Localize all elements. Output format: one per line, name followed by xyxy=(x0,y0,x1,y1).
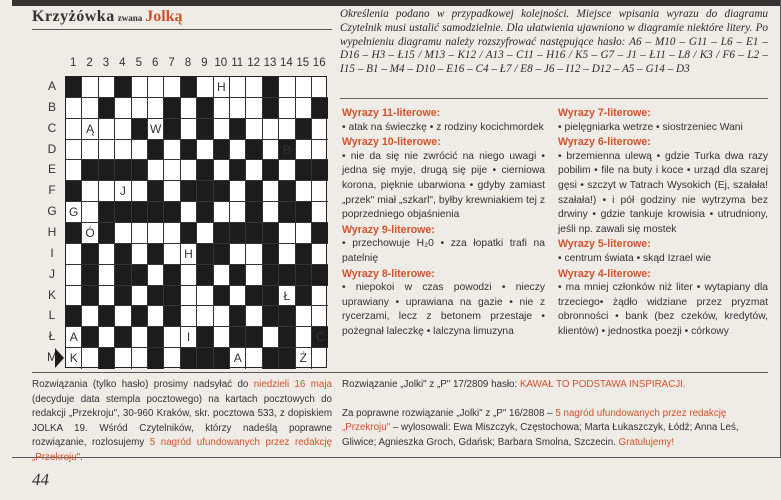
grid-cell-F13[interactable] xyxy=(263,181,279,202)
grid-cell-Ł5[interactable] xyxy=(132,327,148,348)
winners-list: – wylosowali: Ewa Miszczyk, Częstochowa; Marta Łukaszczyk, Łódź; Anna Leś, Gliwice; Agnieszka Groch, Gdańsk; Barbara Smolna, Szczecin. xyxy=(342,422,739,448)
grid-cell-D9[interactable] xyxy=(197,140,213,161)
prize-text: 5 nagród ufundowanych przez redakcję „Przekroju" xyxy=(32,437,332,463)
deadline-date: niedzieli 16 maja xyxy=(253,379,332,390)
grid-cell-D1[interactable] xyxy=(66,140,82,161)
grid-cell-L2[interactable] xyxy=(82,306,98,327)
grid-cell-G3 xyxy=(99,202,115,223)
grid-cell-M2[interactable] xyxy=(82,348,98,369)
grid-cell-I8[interactable]: H xyxy=(181,244,197,265)
grid-cell-I10 xyxy=(214,244,230,265)
grid-cell-J3[interactable] xyxy=(99,265,115,286)
grid-cell-K8[interactable] xyxy=(181,286,197,307)
grid-cell-M10 xyxy=(214,348,230,369)
grid-cell-L6[interactable] xyxy=(148,306,164,327)
submission-text-3: . xyxy=(80,451,83,463)
grid-cell-H13 xyxy=(263,223,279,244)
grid-cell-E12[interactable] xyxy=(246,160,262,181)
grid-cell-F11[interactable] xyxy=(230,181,246,202)
grid-cell-H3 xyxy=(99,223,115,244)
grid-cell-A14[interactable] xyxy=(279,77,295,98)
congratulations: Gratulujemy! xyxy=(618,436,675,448)
grid-cell-L1 xyxy=(66,306,82,327)
grid-cell-J4 xyxy=(115,265,131,286)
title-accent: Jolką xyxy=(145,8,183,25)
grid-cell-J9 xyxy=(197,265,213,286)
grid-cell-F3[interactable] xyxy=(99,181,115,202)
column-number: 14 xyxy=(279,57,293,69)
grid-cell-B1[interactable] xyxy=(66,98,82,119)
grid-cell-I2 xyxy=(82,244,98,265)
grid-cell-B8[interactable] xyxy=(181,98,197,119)
grid-cell-D6 xyxy=(148,140,164,161)
grid-cell-M4[interactable] xyxy=(115,348,131,369)
grid-cell-B5[interactable] xyxy=(132,98,148,119)
grid-cell-I13 xyxy=(263,244,279,265)
clues-column-left xyxy=(342,106,545,340)
grid-cell-H5[interactable] xyxy=(132,223,148,244)
grid-cell-L15[interactable] xyxy=(296,306,312,327)
grid-cell-G14 xyxy=(279,202,295,223)
grid-cell-M8 xyxy=(181,348,197,369)
grid-cell-G9 xyxy=(197,202,213,223)
grid-cell-B7 xyxy=(164,98,180,119)
clue-text: • nie da się nie zwrócić na niego uwagi • jedna się myje, drugą się pije • cierniowa korona, pięknie ubarwiona • gdyby zamiast „przek" miał „szkarl", byłby krewniakiem tej z poprzedniego objaśnienia xyxy=(342,150,545,221)
grid-cell-J7 xyxy=(164,265,180,286)
grid-cell-H8 xyxy=(181,223,197,244)
grid-cell-H10 xyxy=(214,223,230,244)
grid-cell-E14[interactable] xyxy=(279,160,295,181)
grid-cell-L16[interactable] xyxy=(312,306,328,327)
grid-cell-I4 xyxy=(115,244,131,265)
column-number: 7 xyxy=(168,57,175,69)
grid-cell-F2[interactable] xyxy=(82,181,98,202)
grid-cell-C6[interactable]: W xyxy=(148,119,164,140)
grid-cell-B2[interactable] xyxy=(82,98,98,119)
grid-cell-D15[interactable] xyxy=(296,140,312,161)
grid-cell-Ł6 xyxy=(148,327,164,348)
grid-cell-E5 xyxy=(132,160,148,181)
grid-cell-M7[interactable] xyxy=(164,348,180,369)
grid-cell-G8[interactable] xyxy=(181,202,197,223)
grid-cell-M5[interactable] xyxy=(132,348,148,369)
grid-cell-D11[interactable] xyxy=(230,140,246,161)
column-number: 10 xyxy=(214,57,228,69)
grid-cell-J5 xyxy=(132,265,148,286)
grid-cell-A10[interactable]: H xyxy=(214,77,230,98)
grid-cell-Ł7[interactable] xyxy=(164,327,180,348)
row-label: L xyxy=(48,308,56,323)
grid-cell-A13 xyxy=(263,77,279,98)
grid-cell-M11[interactable]: A xyxy=(230,348,246,369)
submission-text-2: (decyduje data stempla pocztowego) na kartach pocztowych do redakcji „Przekroju", 30-960 Kraków, skr. pocztowa 533, z dopiskiem JOLKA 19. Wśród Czytelników, którzy nadeślą poprawne rozwiązanie, rozlosujemy xyxy=(32,393,332,449)
grid-cell-F12 xyxy=(246,181,262,202)
grid-cell-G16[interactable] xyxy=(312,202,328,223)
grid-cell-Ł9 xyxy=(197,327,213,348)
grid-cell-J15 xyxy=(296,265,312,286)
grid-cell-C8[interactable] xyxy=(181,119,197,140)
grid-cell-A7[interactable] xyxy=(164,77,180,98)
grid-cell-C12[interactable] xyxy=(246,119,262,140)
grid-cell-C7 xyxy=(164,119,180,140)
grid-cell-K14[interactable]: Ł xyxy=(279,286,295,307)
grid-cell-B6[interactable] xyxy=(148,98,164,119)
grid-cell-D3[interactable] xyxy=(99,140,115,161)
grid-cell-G13[interactable] xyxy=(263,202,279,223)
column-number: 16 xyxy=(312,57,326,69)
grid-cell-H12 xyxy=(246,223,262,244)
grid-cell-L8[interactable] xyxy=(181,306,197,327)
row-label: F xyxy=(48,183,56,198)
grid-cell-D16[interactable] xyxy=(312,140,328,161)
row-label: J xyxy=(49,266,55,281)
grid-cell-I3[interactable] xyxy=(99,244,115,265)
grid-cell-L12[interactable] xyxy=(246,306,262,327)
grid-cell-G7 xyxy=(164,202,180,223)
grid-cell-A2[interactable] xyxy=(82,77,98,98)
clue-text: • centrum świata • skąd Izrael wie xyxy=(558,252,712,264)
grid-cell-G4 xyxy=(115,202,131,223)
grid-cell-M3 xyxy=(99,348,115,369)
grid-cell-K6 xyxy=(148,286,164,307)
grid-cell-E8[interactable] xyxy=(181,160,197,181)
grid-cell-L10[interactable] xyxy=(214,306,230,327)
clue-heading: Wyrazy 5-literowe: xyxy=(558,238,651,251)
grid-cell-Ł12 xyxy=(246,327,262,348)
row-label: C xyxy=(47,120,57,135)
grid-cell-M1[interactable]: K xyxy=(66,348,82,369)
grid-cell-C16[interactable] xyxy=(312,119,328,140)
grid-cell-M15[interactable]: Ż xyxy=(296,348,312,369)
grid-cell-Ł8[interactable]: I xyxy=(181,327,197,348)
grid-cell-C2[interactable]: Ą xyxy=(82,119,98,140)
clue-text: • niepokoi w czas powodzi • nieczy uprawiany • uprawiana na gazie • nie z rycerzami, lecz z betonem przestaje • pożegnał laleczkę • lalczyna limuzyna xyxy=(342,282,545,337)
grid-cell-E9 xyxy=(197,160,213,181)
grid-cell-I14[interactable] xyxy=(279,244,295,265)
grid-cell-E4 xyxy=(115,160,131,181)
grid-cell-K15 xyxy=(296,286,312,307)
column-number: 11 xyxy=(231,57,244,69)
grid-cell-L14 xyxy=(279,306,295,327)
grid-cell-D2[interactable] xyxy=(82,140,98,161)
grid-cell-K3[interactable] xyxy=(99,286,115,307)
grid-cell-F7[interactable] xyxy=(164,181,180,202)
grid-cell-F14 xyxy=(279,181,295,202)
submission-info xyxy=(32,378,332,466)
grid-cell-J10[interactable] xyxy=(214,265,230,286)
grid-cell-J6[interactable] xyxy=(148,265,164,286)
grid-cell-H6[interactable] xyxy=(148,223,164,244)
clue-text: • atak na świeczkę • z rodziny kocichmordek xyxy=(342,121,544,133)
arrow-left-icon xyxy=(55,348,64,368)
page-number: 44 xyxy=(32,470,49,489)
grid-cell-I11[interactable] xyxy=(230,244,246,265)
row-label: B xyxy=(47,99,56,114)
grid-cell-L7 xyxy=(164,306,180,327)
grid-cell-Ł15[interactable] xyxy=(296,327,312,348)
grid-cell-K16[interactable] xyxy=(312,286,328,307)
grid-cell-M16[interactable] xyxy=(312,348,328,369)
clue-heading: Wyrazy 11-literowe: xyxy=(342,107,441,119)
grid-cell-H4[interactable] xyxy=(115,223,131,244)
grid-cell-Ł11 xyxy=(230,327,246,348)
grid-cell-E1[interactable] xyxy=(66,160,82,181)
row-label: H xyxy=(47,225,57,240)
grid-cell-K13 xyxy=(263,286,279,307)
grid-cell-A8 xyxy=(181,77,197,98)
grid-cell-D7[interactable] xyxy=(164,140,180,161)
column-number: 5 xyxy=(135,57,142,69)
row-label: I xyxy=(50,245,54,260)
grid-cell-C14[interactable] xyxy=(279,119,295,140)
grid-cell-J13 xyxy=(263,265,279,286)
winners-intro: Za poprawne rozwiązanie „Jolki" z „P" 16/2808 – xyxy=(342,407,556,419)
grid-cell-L13 xyxy=(263,306,279,327)
grid-cell-I1[interactable] xyxy=(66,244,82,265)
grid-cell-J16 xyxy=(312,265,328,286)
grid-cell-F9 xyxy=(197,181,213,202)
solution-label: Rozwiązanie „Jolki" z „P" 17/2809 hasło: xyxy=(342,379,520,390)
grid-cell-B10[interactable] xyxy=(214,98,230,119)
grid-cell-I12[interactable] xyxy=(246,244,262,265)
grid-cell-A4 xyxy=(115,77,131,98)
grid-cell-F10 xyxy=(214,181,230,202)
grid-cell-K10 xyxy=(214,286,230,307)
grid-cell-D14: B xyxy=(279,140,295,161)
row-label: Ł xyxy=(48,329,56,344)
clues-column-right xyxy=(558,106,768,340)
column-number: 13 xyxy=(263,57,277,69)
grid-cell-F15[interactable] xyxy=(296,181,312,202)
grid-cell-C3[interactable] xyxy=(99,119,115,140)
grid-cell-B13 xyxy=(263,98,279,119)
grid-cell-Ł10[interactable] xyxy=(214,327,230,348)
grid-cell-B14[interactable] xyxy=(279,98,295,119)
column-number: 6 xyxy=(151,57,159,69)
grid-cell-D4[interactable] xyxy=(115,140,131,161)
grid-cell-D10 xyxy=(214,140,230,161)
grid-cell-A12[interactable] xyxy=(246,77,262,98)
grid-cell-M6 xyxy=(148,348,164,369)
grid-cell-K11[interactable] xyxy=(230,286,246,307)
clue-text: • pielęgniarka wetrze • siostrzeniec Wani xyxy=(558,121,743,133)
grid-cell-B15[interactable] xyxy=(296,98,312,119)
grid-cell-H1 xyxy=(66,223,82,244)
clue-heading: Wyrazy 6-literowe: xyxy=(558,136,651,149)
grid-cell-J2 xyxy=(82,265,98,286)
grid-cell-G12 xyxy=(246,202,262,223)
grid-cell-L3 xyxy=(99,306,115,327)
clue-heading: Wyrazy 9-literowe: xyxy=(342,223,435,236)
grid-cell-F16[interactable] xyxy=(312,181,328,202)
grid-cell-J14 xyxy=(279,265,295,286)
grid-cell-Ł2 xyxy=(82,327,98,348)
row-label: K xyxy=(47,287,56,302)
instructions-rule xyxy=(340,98,768,99)
grid-cell-F8 xyxy=(181,181,197,202)
grid-cell-C1[interactable] xyxy=(66,119,82,140)
row-label: E xyxy=(47,162,56,177)
grid-cell-J1[interactable] xyxy=(66,265,82,286)
row-label: D xyxy=(47,141,57,156)
grid-cell-C15 xyxy=(296,119,312,140)
clue-text: • przechowuje H₂0 • zza łopatki trafi na patelnię xyxy=(342,238,545,264)
grid-cell-B12[interactable] xyxy=(246,98,262,119)
grid-cell-G6 xyxy=(148,202,164,223)
title-rule xyxy=(32,29,332,30)
column-number: 2 xyxy=(86,57,93,69)
grid-cell-A3[interactable] xyxy=(99,77,115,98)
grid-cell-C11 xyxy=(230,119,246,140)
grid-cell-E16 xyxy=(312,160,328,181)
grid-cell-D12 xyxy=(246,140,262,161)
grid-cell-B11[interactable] xyxy=(230,98,246,119)
grid-cell-D8 xyxy=(181,140,197,161)
grid-cell-I5[interactable] xyxy=(132,244,148,265)
clue-heading: Wyrazy 7-literowe: xyxy=(558,107,651,119)
grid-cell-H9[interactable] xyxy=(197,223,213,244)
winners-prize: 5 nagród ufundowanych przez redakcję „Przekroju" xyxy=(342,407,727,434)
grid-cell-G1[interactable]: G xyxy=(66,202,82,223)
grid-cell-G10[interactable] xyxy=(214,202,230,223)
grid-cell-E6[interactable] xyxy=(148,160,164,181)
grid-cell-I9 xyxy=(197,244,213,265)
grid-cell-I6 xyxy=(148,244,164,265)
grid-cell-C10[interactable] xyxy=(214,119,230,140)
grid-cell-K5[interactable] xyxy=(132,286,148,307)
grid-cell-H2[interactable]: Ó xyxy=(82,223,98,244)
crossword-grid[interactable] xyxy=(65,76,327,368)
grid-cell-K4 xyxy=(115,286,131,307)
grid-cell-L4[interactable] xyxy=(115,306,131,327)
title-small: zwana xyxy=(117,13,143,23)
grid-cell-I15 xyxy=(296,244,312,265)
grid-cell-H7[interactable] xyxy=(164,223,180,244)
grid-cell-C13[interactable] xyxy=(263,119,279,140)
grid-cell-I7[interactable] xyxy=(164,244,180,265)
arrow-right-icon xyxy=(318,98,327,118)
column-number: 15 xyxy=(296,57,310,69)
grid-cell-A1 xyxy=(66,77,82,98)
grid-cell-J11 xyxy=(230,265,246,286)
grid-cell-A6[interactable] xyxy=(148,77,164,98)
grid-cell-D5[interactable] xyxy=(132,140,148,161)
grid-cell-Ł3[interactable] xyxy=(99,327,115,348)
grid-cell-C4[interactable] xyxy=(115,119,131,140)
grid-cell-K1[interactable] xyxy=(66,286,82,307)
grid-cell-G5 xyxy=(132,202,148,223)
grid-cell-H11 xyxy=(230,223,246,244)
grid-cell-F6 xyxy=(148,181,164,202)
grid-cell-J12[interactable] xyxy=(246,265,262,286)
row-label: G xyxy=(47,204,57,219)
grid-cell-B9 xyxy=(197,98,213,119)
grid-cell-A9[interactable] xyxy=(197,77,213,98)
clue-text: • brzemienna ulewą • gdzie Turka dwa razy pobilim • file na buty i koce • urząd dla szarej gęsi • szczyt w Tatrach Wysokich (Ej, szałała! szałała!) • i pół godziny nie wytrzyma bez drwiny • gdzie tankuje krowisia • utrudniony, jeśli np. zawali się mostek xyxy=(558,150,768,235)
grid-cell-E11 xyxy=(230,160,246,181)
grid-cell-D13[interactable] xyxy=(263,140,279,161)
grid-cell-L11 xyxy=(230,306,246,327)
instructions: Określenia podano w przypadkowej kolejności. Miejsce wpisania wyrazu do diagramu Czytelnik musi ustalić samodzielnie. Dla ułatwienia ujawniono w diagramie niektóre litery. Po wypełnieniu diagramu należy rozszyfrować następujące hasło: A6 – M10 – G11 – L6 – E1 – D16 – H3 – Ł15 / M13 – K12 / A13 – C11 – H16 / K5 – G7 – J1 – Ł11 – L8 / K3 / F6 – L2 – I15 – B1 – M4 – D10 – E16 – C4 – Ł7 / E8 – J6 – I12 – D12 – A5 – G14 – D3 xyxy=(340,8,768,76)
column-number: 1 xyxy=(69,57,77,69)
row-label: A xyxy=(47,79,56,93)
grid-cell-E13 xyxy=(263,160,279,181)
grid-cell-F1 xyxy=(66,181,82,202)
grid-cell-I16[interactable] xyxy=(312,244,328,265)
column-number: 12 xyxy=(247,57,260,69)
grid-cell-K9[interactable] xyxy=(197,286,213,307)
column-number: 3 xyxy=(102,57,110,69)
grid-cell-C5 xyxy=(132,119,148,140)
grid-cell-M9 xyxy=(197,348,213,369)
grid-cell-L9[interactable] xyxy=(197,306,213,327)
grid-cell-K2 xyxy=(82,286,98,307)
clue-text: • ma mniej członków niż liter • wytapiany dla trzeciego• żądło widziane przez pryzmat obronności • bank (bez czeków, kredytów, klientów) • jednostka poezji • córkowy xyxy=(558,282,768,337)
grid-cell-E10[interactable] xyxy=(214,160,230,181)
clue-heading: Wyrazy 10-literowe: xyxy=(342,136,441,149)
grid-cell-B3 xyxy=(99,98,115,119)
grid-cell-A5[interactable] xyxy=(132,77,148,98)
submission-text-1: Rozwiązania (tylko hasło) prosimy nadsyłać do xyxy=(32,379,254,390)
previous-solution xyxy=(342,378,768,450)
grid-cell-Ł16: Ć xyxy=(312,327,328,348)
grid-cell-E3 xyxy=(99,160,115,181)
title-main: Krzyżówka xyxy=(32,8,115,25)
grid-cell-M12[interactable] xyxy=(246,348,262,369)
grid-cell-H14[interactable] xyxy=(279,223,295,244)
solution-answer: KAWAŁ TO PODSTAWA INSPIRACJI. xyxy=(519,379,686,390)
grid-cell-Ł13[interactable] xyxy=(263,327,279,348)
grid-cell-Ł1[interactable]: A xyxy=(66,327,82,348)
grid-cell-F4[interactable]: J xyxy=(115,181,131,202)
clue-heading: Wyrazy 4-literowe: xyxy=(558,267,651,280)
grid-cell-H16 xyxy=(312,223,328,244)
grid-cell-M14 xyxy=(279,348,295,369)
column-number: 9 xyxy=(201,57,208,69)
grid-cell-G11[interactable] xyxy=(230,202,246,223)
grid-cell-J8[interactable] xyxy=(181,265,197,286)
column-number: 4 xyxy=(119,57,126,69)
column-number: 8 xyxy=(184,57,192,69)
grid-cell-E2 xyxy=(82,160,98,181)
grid-cell-C9 xyxy=(197,119,213,140)
clue-heading: Wyrazy 8-literowe: xyxy=(342,267,435,280)
grid-cell-Ł4 xyxy=(115,327,131,348)
bottom-rule xyxy=(32,372,768,373)
grid-cell-K7 xyxy=(164,286,180,307)
grid-cell-B4[interactable] xyxy=(115,98,131,119)
grid-cell-H15[interactable] xyxy=(296,223,312,244)
grid-cell-F5[interactable] xyxy=(132,181,148,202)
grid-cell-E7[interactable] xyxy=(164,160,180,181)
grid-cell-A16[interactable] xyxy=(312,77,328,98)
grid-cell-Ł14 xyxy=(279,327,295,348)
grid-cell-M13 xyxy=(263,348,279,369)
grid-cell-G2[interactable] xyxy=(82,202,98,223)
grid-cell-L5 xyxy=(132,306,148,327)
grid-cell-K12 xyxy=(246,286,262,307)
crossword-title xyxy=(32,8,183,26)
row-label: M xyxy=(47,350,57,365)
grid-cell-A11[interactable] xyxy=(230,77,246,98)
grid-cell-E15 xyxy=(296,160,312,181)
grid-cell-G15 xyxy=(296,202,312,223)
grid-cell-A15[interactable] xyxy=(296,77,312,98)
